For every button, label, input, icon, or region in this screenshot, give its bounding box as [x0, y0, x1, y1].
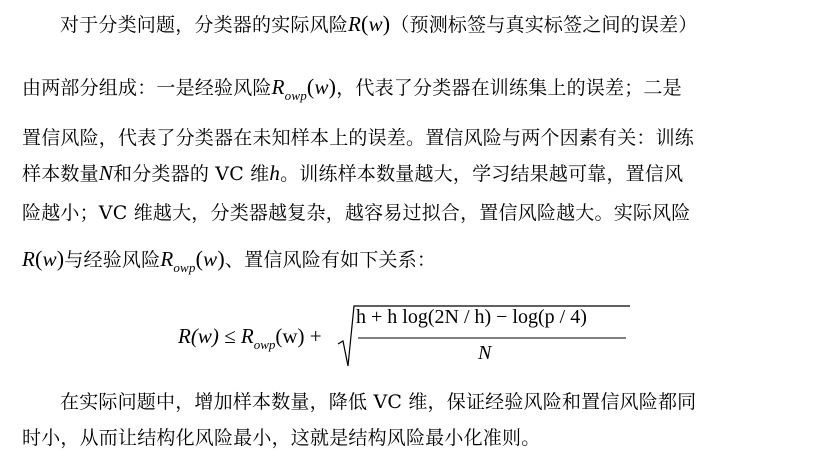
vc-dimension-symbol: h	[269, 161, 281, 185]
line1-text: 对于分类问题，分类器的实际风险	[60, 14, 349, 36]
line4-a: 样本数量	[22, 163, 99, 185]
empirical-risk-symbol: R	[160, 247, 174, 271]
paragraph1-line1	[60, 11, 698, 38]
paragraph1-line5: 险越小；VC 维越大，分类器越复杂，越容易过拟合，置信风险越大。实际风险	[22, 202, 691, 224]
paren-open: (	[35, 246, 43, 271]
empirical-risk-subscript: owp	[284, 88, 307, 103]
paragraph2-line2: 时小，从而让结构化风险最小，这就是结构风险最小化准则。	[22, 427, 541, 449]
formula-lhs-tail: (w) +	[275, 324, 322, 348]
empirical-risk-subscript: owp	[173, 260, 196, 275]
line6-mid: 与经验风险	[64, 249, 161, 271]
paragraph1-line3: 置信风险，代表了分类器在未知样本上的误差。置信风险与两个因素有关：训练	[22, 127, 695, 149]
line6-tail: 、置信风险有如下关系：	[224, 249, 437, 271]
paren-close: )	[382, 11, 391, 36]
paren-open: (	[306, 74, 315, 99]
paren-close: )	[217, 246, 225, 271]
paren-open: (	[195, 246, 204, 271]
risk-bound-formula	[178, 300, 638, 372]
actual-risk-symbol: R	[22, 247, 36, 271]
formula-lhs-subscript: owp	[253, 337, 276, 352]
line4-b: 和分类器的 VC 维	[113, 163, 270, 185]
paragraph1-line6	[22, 246, 436, 275]
empirical-risk-arg: w	[314, 75, 329, 99]
formula-lhs: $R(w) \le R_{owp}(w)$ +	[178, 324, 322, 352]
formula-denominator: N	[478, 342, 492, 364]
line2-tail: ，代表了分类器在训练集上的误差；二是	[336, 77, 682, 99]
line2-text: 由两部分组成：一是经验风险	[22, 77, 272, 99]
paragraph1-line2	[22, 74, 682, 103]
paragraph1-line4	[22, 160, 683, 187]
line4-c: 。训练样本数量越大，学习结果越可靠，置信风	[280, 163, 684, 185]
paren-close: )	[56, 246, 65, 271]
actual-risk-symbol: R	[348, 12, 362, 36]
sample-count-symbol: N	[98, 161, 114, 185]
paren-close: )	[328, 74, 337, 99]
empirical-risk-symbol: R	[271, 75, 285, 99]
actual-risk-arg: w	[368, 12, 383, 36]
paragraph2-line1: 在实际问题中，增加样本数量，降低 VC 维，保证经验风险和置信风险都同	[60, 391, 697, 413]
actual-risk-arg: w	[42, 247, 57, 271]
line1-tail: （预测标签与真实标签之间的误差）	[390, 14, 698, 36]
paren-open: (	[361, 11, 369, 36]
empirical-risk-arg: w	[203, 247, 218, 271]
formula-numerator: h + h log(2N / h) − log(p / 4)	[356, 306, 587, 328]
